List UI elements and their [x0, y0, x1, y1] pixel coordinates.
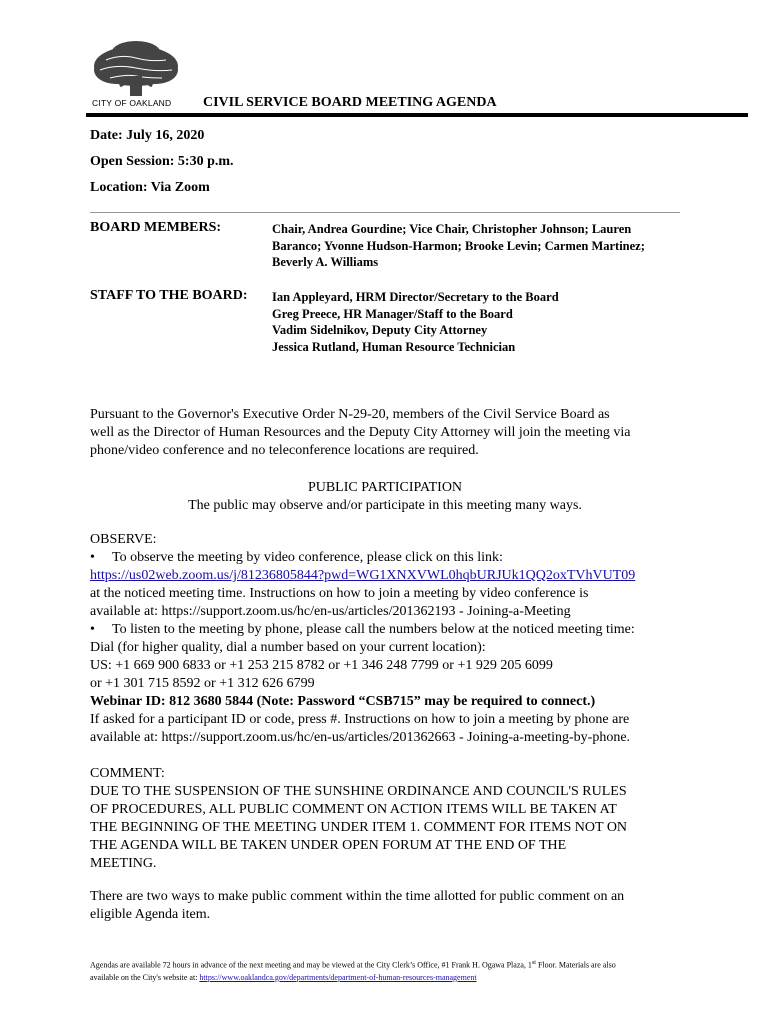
comment-heading: COMMENT:: [90, 766, 165, 781]
meeting-date: Date: July 16, 2020: [90, 128, 205, 143]
observe-section: OBSERVE: • To observe the meeting by video conference, please click on this link: https://us02web.zoom.us/j/81236805844?pwd=WG1XNXVWL0hqbURJUk1QQ2oxTVhVUT09 at the noticed meeting time. Instructions on how to join a meeting by video conference is available at: https://support.zoom.us/hc/en-us/articles/201362193 - Joining-a-Meeting • To listen to the meeting by phone, please call the numbers below at the noticed meeting time: Dial (for higher quality, dial a number based on your current location): US: +1 669 900 6833 or +1 253 215 8782 or +1 346 248 7799 or +1 929 205 6099 or +1 301 715 8592 or +1 312 626 6799 Webinar ID: 812 3680 5844 (Note: Password “CSB715” may be required to connect.) If asked for a participant ID or code, press #. Instructions on how to join a meeting by phone are available at: https://support.zoom.us/hc/en-us/articles/201362663 - Joining-a-meeting-by-phone.: [90, 531, 690, 747]
comment-section: COMMENT: DUE TO THE SUSPENSION OF THE SUNSHINE ORDINANCE AND COUNCIL'S RULES OF PROCEDURES, ALL PUBLIC COMMENT ON ACTION ITEMS WILL BE TAKEN AT THE BEGINNING OF THE MEETING UNDER ITEM 1. COMMENT FOR ITEMS NOT ON THE AGENDA WILL BE TAKEN UNDER OPEN FORUM AT THE END OF THE MEETING.: [90, 765, 690, 873]
section-divider: [90, 212, 680, 213]
public-participation-heading: PUBLIC PARTICIPATION: [307, 480, 463, 495]
board-members-list: Chair, Andrea Gourdine; Vice Chair, Christopher Johnson; Lauren Baranco; Yvonne Hudson-Harmon; Brooke Levin; Carmen Martinez; Beverly A. Williams: [272, 222, 645, 269]
logo-text: CITY OF OAKLAND: [92, 98, 172, 108]
list-item: • To observe the meeting by video conference, please click on this link:: [90, 550, 503, 565]
public-participation-subheading: The public may observe and/or participate in this meeting many ways.: [188, 498, 582, 513]
page-title: CIVIL SERVICE BOARD MEETING AGENDA: [203, 95, 497, 110]
staff-list: Ian Appleyard, HRM Director/Secretary to the Board Greg Preece, HR Manager/Staff to the Board Vadim Sidelnikov, Deputy City Attorney Jessica Rutland, Human Resource Technician: [272, 290, 559, 354]
observe-heading: OBSERVE:: [90, 532, 157, 547]
open-session-time: Open Session: 5:30 p.m.: [90, 154, 234, 169]
executive-order-paragraph: Pursuant to the Governor's Executive Order N-29-20, members of the Civil Service Board as well as the Director of Human Resources and the Deputy City Attorney will join the meeting via phone/video conference and no teleconference locations are required.: [90, 407, 631, 458]
header-rule: [86, 113, 748, 117]
zoom-meeting-link[interactable]: https://us02web.zoom.us/j/81236805844?pwd=WG1XNXVWL0hqbURJUk1QQ2oxTVhVUT09: [90, 568, 636, 583]
footer-note: Agendas are available 72 hours in advance of the next meeting and may be viewed at the City Clerk’s Office, #1 Frank H. Ogawa Plaza, 1st Floor. Materials are also available on the City's website at: https://www.oaklandca.gov/departments/department-of-human-resources-management: [90, 960, 616, 982]
comment-ways-paragraph: There are two ways to make public comment within the time allotted for public comment on an eligible Agenda item.: [90, 889, 625, 922]
list-item: • To listen to the meeting by phone, please call the numbers below at the noticed meeting time:: [90, 622, 635, 637]
staff-label: STAFF TO THE BOARD:: [90, 288, 248, 303]
webinar-id: Webinar ID: 812 3680 5844 (Note: Password “CSB715” may be required to connect.): [90, 694, 596, 709]
meeting-location: Location: Via Zoom: [90, 180, 210, 195]
board-members-label: BOARD MEMBERS:: [90, 220, 222, 235]
hr-department-link[interactable]: https://www.oaklandca.gov/departments/department-of-human-resources-management: [199, 972, 477, 982]
